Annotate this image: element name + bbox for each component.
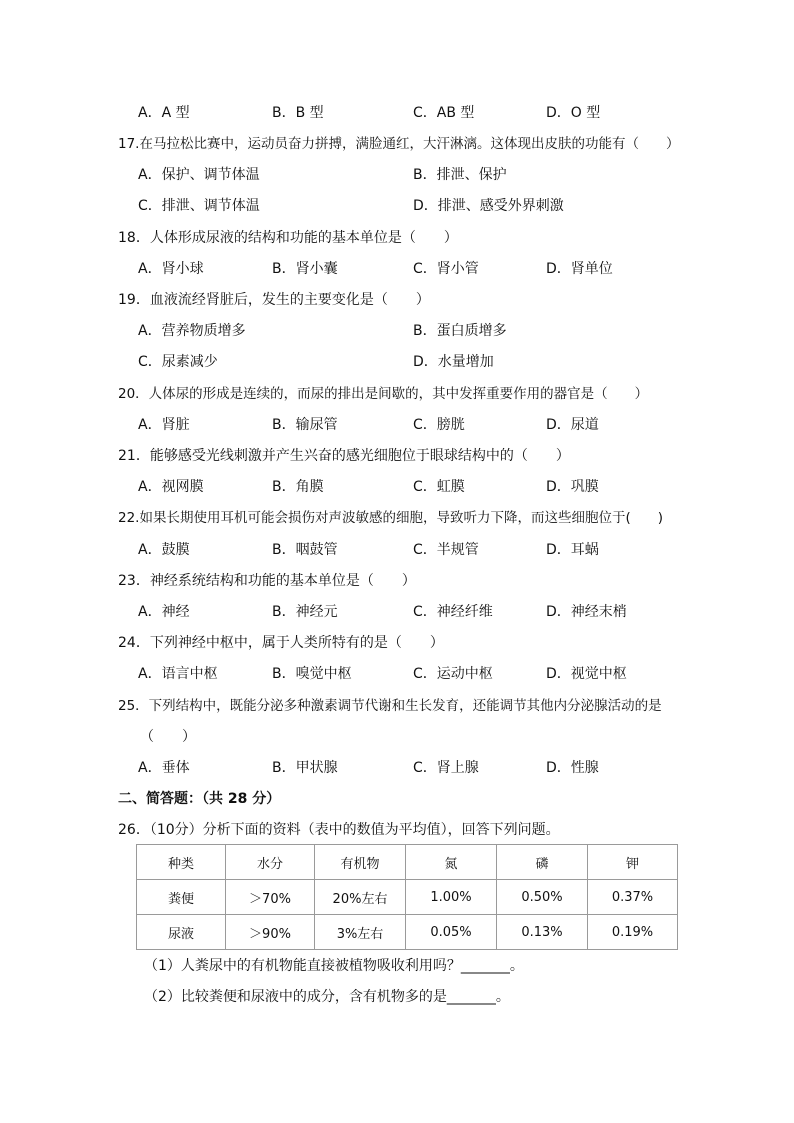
- q20-stem: 20．人体尿的形成是连续的，而尿的排出是间歇的，其中发挥重要作用的器官是（ ）: [118, 386, 649, 402]
- q19-stem: 19．血液流经肾脏后，发生的主要变化是（ ）: [118, 292, 430, 308]
- q23-option-a: A．神经: [138, 604, 190, 620]
- q22-option-a: A．鼓膜: [138, 542, 190, 558]
- q23-option-c: C．神经纤维: [413, 604, 493, 620]
- q19-option-c: C．尿素减少: [138, 354, 218, 370]
- q18-stem: 18．人体形成尿液的结构和功能的基本单位是（ ）: [118, 230, 458, 246]
- q23-option-b: B．神经元: [272, 604, 338, 620]
- q25-stem: 25．下列结构中，既能分泌多种激素调节代谢和生长发育，还能调节其他内分泌腺活动的是: [118, 698, 662, 714]
- q24-stem: 24．下列神经中枢中，属于人类所特有的是（ ）: [118, 635, 444, 651]
- q17-stem: 17.在马拉松比赛中，运动员奋力拼搏，满脸通红，大汗淋漓。这体现出皮肤的功能有（ ）: [118, 136, 680, 152]
- table-row: [137, 880, 678, 915]
- q22-option-c: C．半规管: [413, 542, 479, 558]
- q18-option-d: D．肾单位: [546, 261, 613, 277]
- q19-option-a: A．营养物质增多: [138, 323, 246, 339]
- data-table: [136, 844, 678, 950]
- table-header-cell: 磷: [497, 845, 588, 880]
- q22-option-d: D．耳蜗: [546, 542, 599, 558]
- q18-option-a: A．肾小球: [138, 261, 204, 277]
- q26-subquestion-1: （1）人粪尿中的有机物能直接被植物吸收利用吗？_______。: [144, 958, 524, 974]
- q23-option-d: D．神经末梢: [546, 604, 627, 620]
- q18-option-c: C．肾小管: [413, 261, 479, 277]
- q25-option-b: B．甲状腺: [272, 760, 338, 776]
- q25-option-a: A．垂体: [138, 760, 190, 776]
- q16-option-a: A．A 型: [138, 105, 190, 121]
- q24-option-d: D．视觉中枢: [546, 666, 627, 682]
- q19-option-d: D．水量增加: [413, 354, 494, 370]
- q21-option-d: D．巩膜: [546, 479, 599, 495]
- table-header-cell: 钾: [588, 845, 678, 880]
- q25-option-c: C．肾上腺: [413, 760, 479, 776]
- table-cell: 3%左右: [315, 915, 406, 950]
- q25-option-d: D．性腺: [546, 760, 599, 776]
- table-cell: 0.50%: [497, 880, 588, 915]
- q17-option-d: D．排泄、感受外界刺激: [413, 198, 564, 214]
- q24-option-b: B．嗅觉中枢: [272, 666, 352, 682]
- q25-stem-continuation: （ ）: [140, 729, 196, 745]
- q19-option-b: B．蛋白质增多: [413, 323, 507, 339]
- q21-option-a: A．视网膜: [138, 479, 204, 495]
- q24-option-a: A．语言中枢: [138, 666, 218, 682]
- table-cell: 0.13%: [497, 915, 588, 950]
- q20-option-d: D．尿道: [546, 417, 599, 433]
- q20-option-c: C．膀胱: [413, 417, 465, 433]
- q16-option-c: C．AB 型: [413, 105, 475, 121]
- table-row: [137, 915, 678, 950]
- table-cell: ＞90%: [226, 915, 315, 950]
- q26-subquestion-2: （2）比较粪便和尿液中的成分，含有机物多的是_______。: [144, 989, 510, 1005]
- table-header-row: [137, 845, 678, 880]
- section-title: 二、简答题：（共 28 分）: [118, 791, 281, 807]
- q18-option-b: B．肾小囊: [272, 261, 338, 277]
- table-header-cell: 水分: [226, 845, 315, 880]
- q26-stem: 26．（10分）分析下面的资料（表中的数值为平均值），回答下列问题。: [118, 822, 560, 838]
- table-cell: 0.37%: [588, 880, 678, 915]
- q24-option-c: C．运动中枢: [413, 666, 493, 682]
- q17-option-c: C．排泄、调节体温: [138, 198, 260, 214]
- table-cell: 尿液: [137, 915, 226, 950]
- q21-stem: 21．能够感受光线刺激并产生兴奋的感光细胞位于眼球结构中的（ ）: [118, 448, 570, 464]
- table-cell: 粪便: [137, 880, 226, 915]
- q17-option-b: B．排泄、保护: [413, 167, 507, 183]
- table-cell: 0.05%: [406, 915, 497, 950]
- q23-stem: 23．神经系统结构和功能的基本单位是（ ）: [118, 573, 416, 589]
- q22-option-b: B．咽鼓管: [272, 542, 338, 558]
- table-header-cell: 种类: [137, 845, 226, 880]
- q17-option-a: A．保护、调节体温: [138, 167, 260, 183]
- table-cell: 20%左右: [315, 880, 406, 915]
- q22-stem: 22.如果长期使用耳机可能会损伤对声波敏感的细胞，导致听力下降，而这些细胞位于( ): [118, 510, 664, 526]
- q16-option-b: B．B 型: [272, 105, 324, 121]
- q16-option-d: D．O 型: [546, 105, 601, 121]
- q21-option-b: B．角膜: [272, 479, 324, 495]
- table-cell: 0.19%: [588, 915, 678, 950]
- table-cell: ＞70%: [226, 880, 315, 915]
- table-header-cell: 氮: [406, 845, 497, 880]
- table-header-cell: 有机物: [315, 845, 406, 880]
- q20-option-b: B．输尿管: [272, 417, 338, 433]
- table-cell: 1.00%: [406, 880, 497, 915]
- q21-option-c: C．虹膜: [413, 479, 465, 495]
- q20-option-a: A．肾脏: [138, 417, 190, 433]
